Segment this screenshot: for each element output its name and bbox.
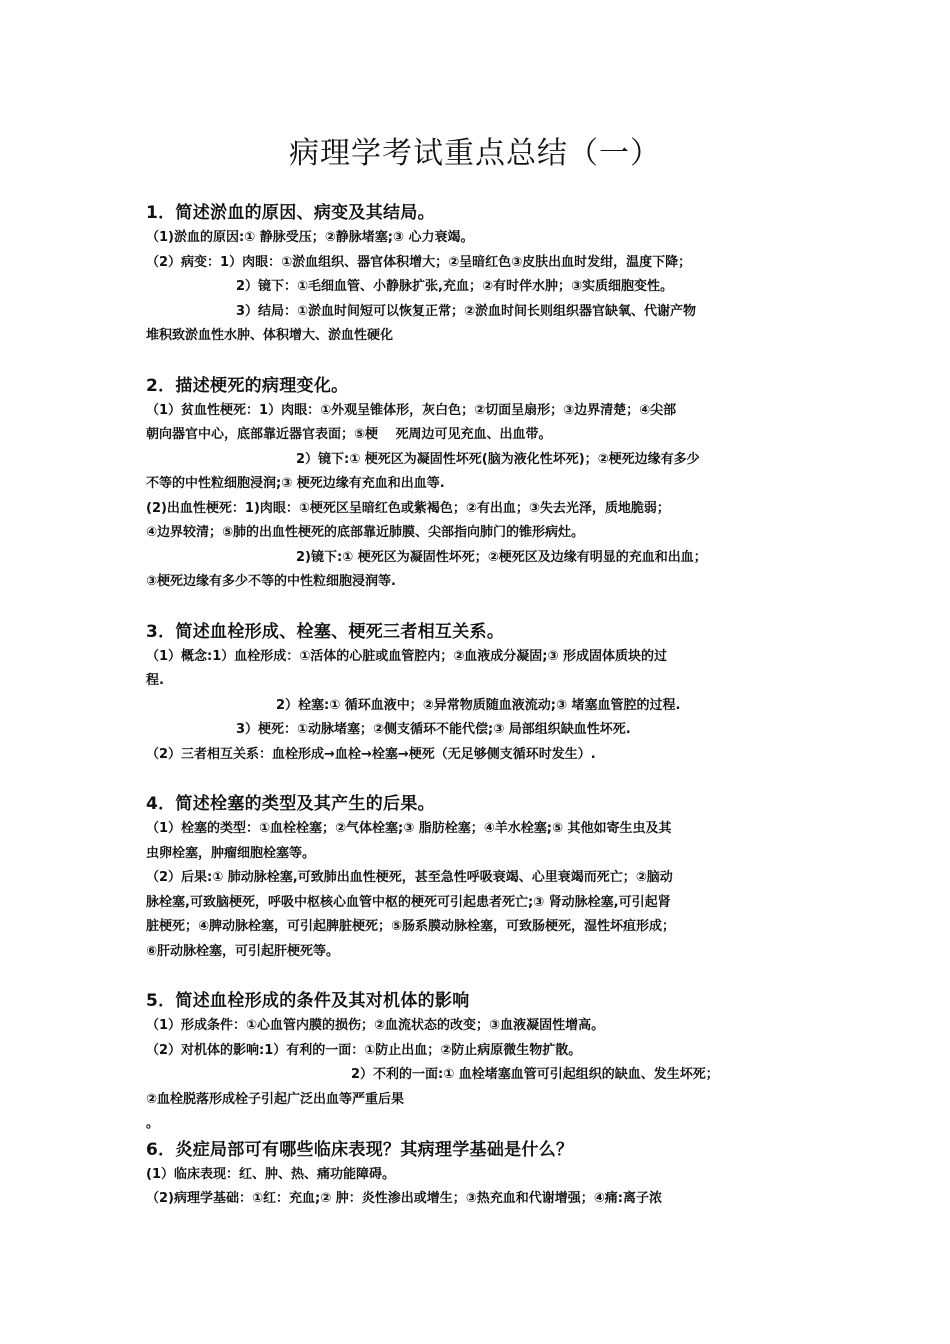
text-line: 2）镜下：①毛细血管、小静脉扩张,充血；②有时伴水肿；③实质细胞变性。 bbox=[236, 279, 674, 294]
section-2 bbox=[146, 373, 811, 595]
section-6 bbox=[146, 1137, 811, 1212]
section-3 bbox=[146, 619, 811, 768]
text-line: 堆积致淤血性水肿、体积增大、淤血性硬化 bbox=[146, 328, 394, 343]
text-line: 。 bbox=[146, 1116, 160, 1131]
text-line: 虫卵栓塞，肿瘤细胞栓塞等。 bbox=[146, 845, 316, 861]
section-4 bbox=[146, 791, 811, 964]
text-line: 脏梗死；④脾动脉栓塞，可引起脾脏梗死；⑤肠系膜动脉栓塞，可致肠梗死，湿性坏疽形成； bbox=[146, 919, 676, 934]
section-heading: 6．炎症局部可有哪些临床表现？其病理学基础是什么？ bbox=[146, 1139, 574, 1160]
text-line: （1）贫血性梗死：1）肉眼：①外观呈锥体形，灰白色；②切面呈扇形；③边界清楚；④尖部 bbox=[146, 402, 677, 418]
section-heading: 5．简述血栓形成的条件及其对机体的影响 bbox=[146, 991, 470, 1011]
text-line: 程. bbox=[146, 673, 164, 688]
text-line: （2）对机体的影响:1）有利的一面：①防止出血；②防止病原微生物扩散。 bbox=[146, 1042, 582, 1058]
text-line: 2)镜下:① 梗死区为凝固性坏死；②梗死区及边缘有明显的充血和出血； bbox=[296, 549, 707, 565]
text-line: 2）栓塞:① 循环血液中；②异常物质随血液流动;③ 堵塞血管腔的过程. bbox=[276, 697, 681, 713]
text-line: (2)出血性梗死：1)肉眼：①梗死区呈暗红色或紫褐色；②有出血；③失去光泽，质地脆弱； bbox=[146, 500, 670, 516]
page-title: 病理学考试重点总结（一） bbox=[289, 136, 661, 171]
text-line: ⑥肝动脉栓塞，可引起肝梗死等。 bbox=[146, 943, 340, 959]
section-heading: 2．描述梗死的病理变化。 bbox=[146, 375, 349, 396]
text-line: （1）形成条件：①心血管内膜的损伤；②血流状态的改变；③血液凝固性增高。 bbox=[146, 1018, 605, 1033]
section-heading: 4．简述栓塞的类型及其产生的后果。 bbox=[146, 794, 435, 814]
text-line: 2）不利的一面:① 血栓堵塞血管可引起组织的缺血、发生坏死； bbox=[351, 1067, 719, 1082]
text-line: （1)淤血的原因:① 静脉受压；②静脉堵塞;③ 心力衰竭。 bbox=[146, 230, 474, 245]
text-line: 3）结局：①淤血时间短可以恢复正常；②淤血时间长则组织器官缺氧、代谢产物 bbox=[236, 303, 697, 319]
section-1 bbox=[146, 200, 811, 349]
text-line: 不等的中性粒细胞浸润;③ 梗死边缘有充血和出血等. bbox=[146, 476, 445, 491]
text-line: 脉栓塞,可致脑梗死，呼吸中枢核心血管中枢的梗死可引起患者死亡;③ 肾动脉栓塞,可引起肾 bbox=[146, 894, 671, 910]
text-line: 2）镜下:① 梗死区为凝固性坏死(脑为液化性坏死)；②梗死边缘有多少 bbox=[296, 451, 700, 467]
text-line: （1）栓塞的类型：①血栓栓塞；②气体栓塞;③ 脂肪栓塞；④羊水栓塞;⑤ 其他如寄生虫及其 bbox=[146, 821, 672, 836]
section-heading: 3．简述血栓形成、栓塞、梗死三者相互关系。 bbox=[146, 621, 505, 642]
text-line: （2）三者相互关系：血栓形成→血栓→栓塞→梗死（无足够侧支循环时发生）. bbox=[146, 746, 596, 762]
text-line: (1）临床表现：红、肿、热、痛功能障碍。 bbox=[146, 1166, 395, 1182]
section-5 bbox=[146, 988, 811, 1137]
text-line: （1）概念:1）血栓形成：①活体的心脏或血管腔内；②血液成分凝固;③ 形成固体质块的过 bbox=[146, 648, 668, 664]
section-heading: 1．简述淤血的原因、病变及其结局。 bbox=[146, 203, 435, 223]
text-line: ④边界较清；⑤肺的出血性梗死的底部靠近肺膜、尖部指向肺门的锥形病灶。 bbox=[146, 525, 585, 540]
text-line: ③梗死边缘有多少不等的中性粒细胞浸润等. bbox=[146, 574, 396, 589]
text-line: （2）病变：1）肉眼：①淤血组织、器官体积增大；②呈暗红色③皮肤出血时发绀，温度下降； bbox=[146, 254, 692, 270]
text-line: （2）后果:① 肺动脉栓塞,可致肺出血性梗死，甚至急性呼吸衰竭、心里衰竭而死亡；②脑动 bbox=[146, 870, 673, 885]
text-line: ②血栓脱落形成栓子引起广泛出血等严重后果 bbox=[146, 1091, 405, 1107]
text-line: 3）梗死：①动脉堵塞；②侧支循环不能代偿;③ 局部组织缺血性坏死. bbox=[236, 722, 631, 737]
document-body bbox=[146, 200, 811, 1212]
text-line: 朝向器官中心，底部靠近器官表面；⑤梗 死周边可见充血、出血带。 bbox=[146, 427, 552, 442]
text-line: （2)病理学基础：①红：充血;② 肿：炎性渗出或增生；③热充血和代谢增强；④痛:离子浓 bbox=[146, 1191, 662, 1206]
